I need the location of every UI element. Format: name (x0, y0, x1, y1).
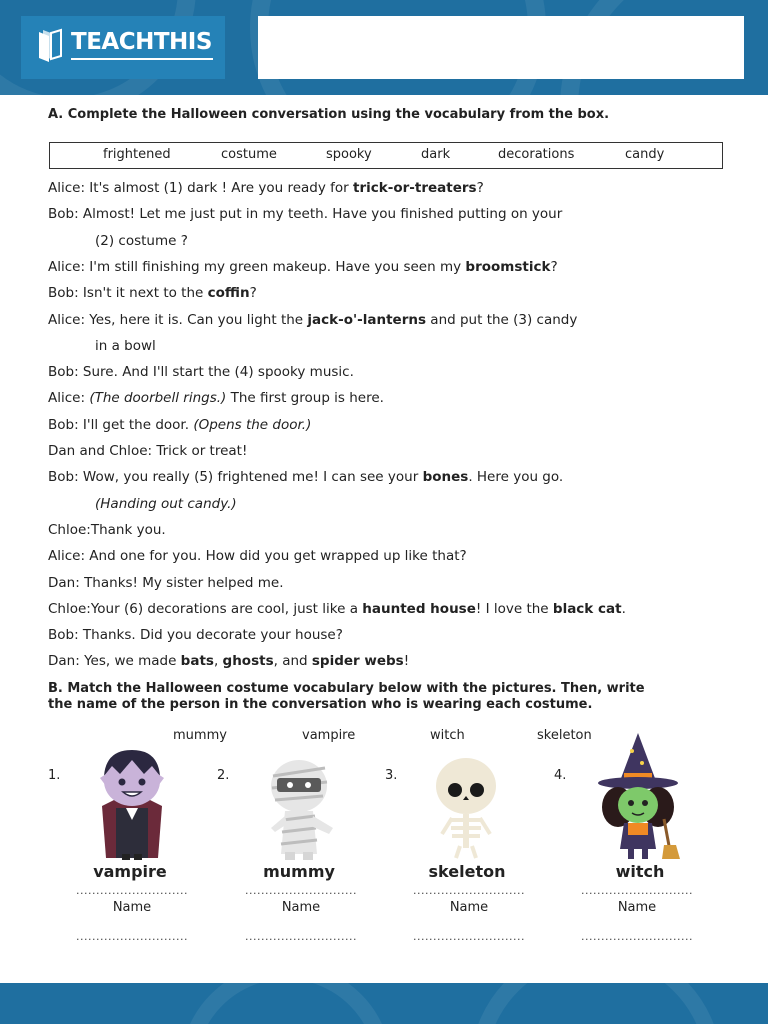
conversation-line (48, 390, 384, 406)
conversation-line (95, 496, 237, 512)
costume-word: vampire (302, 728, 356, 743)
section-a-heading: A. Complete the Halloween conversation using the vocabulary from the box. (48, 107, 610, 122)
conversation-line (48, 443, 247, 459)
conversation-line (48, 548, 467, 564)
dialogue-text: Alice: (48, 390, 90, 407)
conversation-line (48, 364, 354, 380)
stage-direction: (The doorbell rings.) (89, 390, 227, 407)
dialogue-text: Dan and Chloe: Trick or treat! (48, 443, 248, 459)
dialogue-text: Alice: I'm still finishing my green makeup. Have you seen my (48, 258, 466, 275)
stage-direction: (Handing out candy.) (95, 495, 237, 512)
conversation-line (48, 417, 311, 433)
bold-vocab-term: haunted house (362, 600, 476, 617)
skeleton-illustration (430, 736, 502, 861)
vocab-word: decorations (498, 147, 575, 162)
mummy-illustration (263, 736, 339, 861)
answer-line: ............................ (413, 884, 525, 897)
item-number: 1. (48, 768, 61, 783)
answer-word: vampire (93, 862, 167, 881)
logo-text: TEACHTHIS (71, 29, 212, 55)
dialogue-text: ! (403, 653, 410, 670)
conversation-line (48, 285, 257, 301)
section-b-heading (48, 681, 645, 713)
dialogue-text: Alice: And one for you. How did you get wrapped up like that? (48, 548, 467, 565)
costume-word: mummy (173, 728, 227, 743)
dialogue-text: in a bowl (95, 337, 156, 354)
vocab-word: dark (421, 147, 451, 162)
bold-vocab-term: broomstick (465, 258, 551, 275)
dialogue-text: ? (550, 258, 558, 275)
dialogue-text: Alice: It's almost (1) dark ! Are you ready for (48, 180, 354, 196)
costume-word: skeleton (537, 728, 592, 743)
item-number: 4. (554, 768, 567, 783)
costume-word: witch (430, 728, 465, 743)
dialogue-text: ! I love the (475, 600, 553, 617)
name-answer-line[interactable]: ............................ (245, 930, 357, 943)
answer-word: mummy (263, 862, 335, 881)
dialogue-text: , (213, 653, 223, 670)
item-number: 3. (385, 768, 398, 783)
dialogue-text: Bob: Wow, you really (5) frightened me! I can see your (48, 469, 423, 486)
dialogue-text: Alice: Yes, here it is. Can you light the (48, 311, 308, 328)
conversation-line (48, 522, 166, 538)
witch-illustration (594, 733, 684, 861)
dialogue-text: ? (249, 285, 257, 302)
dialogue-text: Bob: Isn't it next to the (48, 285, 208, 302)
dialogue-text: , and (273, 653, 312, 670)
name-entry-box (258, 16, 744, 79)
conversation-line (95, 338, 156, 354)
name-label: Name (112, 900, 152, 915)
conversation-line (48, 601, 626, 617)
answer-line: ............................ (245, 884, 357, 897)
answer-word: witch (615, 862, 665, 881)
dialogue-text: ? (476, 180, 484, 196)
dialogue-text: and put the (3) candy (426, 311, 578, 328)
logo-underline (71, 58, 213, 60)
conversation-line (48, 259, 558, 275)
vampire-illustration (92, 736, 172, 861)
book-icon (35, 28, 65, 64)
vocab-word: costume (221, 147, 277, 162)
bold-vocab-term: spider webs (311, 653, 404, 670)
name-label: Name (617, 900, 657, 915)
bold-vocab-term: coffin (207, 285, 250, 302)
dialogue-text: Chloe:Your (6) decorations are cool, just like a (48, 600, 363, 617)
conversation-line (48, 206, 562, 222)
vocab-word: candy (625, 147, 665, 162)
bold-vocab-term: black cat (552, 600, 622, 617)
conversation-line (48, 575, 284, 591)
name-answer-line[interactable]: ............................ (76, 930, 188, 943)
answer-word: skeleton (428, 862, 506, 881)
name-label: Name (281, 900, 321, 915)
dialogue-text: Dan: Thanks! My sister helped me. (48, 574, 284, 591)
dialogue-text: (2) costume ? (95, 232, 188, 249)
dialogue-text: Chloe:Thank you. (48, 521, 166, 538)
vocabulary-box (49, 142, 723, 169)
name-label: Name (449, 900, 489, 915)
dialogue-text: Bob: I'll get the door. (48, 416, 194, 433)
stage-direction: (Opens the door.) (193, 416, 312, 433)
conversation-line (48, 653, 409, 669)
vocab-word: spooky (326, 147, 372, 162)
name-answer-line[interactable]: ............................ (581, 930, 693, 943)
teachthis-logo[interactable] (21, 16, 225, 79)
dialogue-text: Bob: Thanks. Did you decorate your house? (48, 627, 343, 644)
name-answer-line[interactable]: ............................ (413, 930, 525, 943)
page-header (0, 0, 768, 95)
dialogue-text: Bob: Sure. And I'll start the (4) spooky music. (48, 364, 354, 381)
answer-line: ............................ (581, 884, 693, 897)
answer-line: ............................ (76, 884, 188, 897)
dialogue-text: . Here you go. (468, 469, 564, 486)
conversation-line (95, 233, 188, 249)
section-b-heading-line: the name of the person in the conversation who is wearing each costume. (48, 697, 593, 712)
bold-vocab-term: jack-o'-lanterns (307, 311, 426, 328)
conversation-line (48, 312, 577, 328)
bold-vocab-term: ghosts (222, 653, 274, 670)
bold-vocab-term: bones (422, 469, 469, 486)
section-b-heading-line: B. Match the Halloween costume vocabulary below with the pictures. Then, write (48, 681, 645, 696)
dialogue-text: The first group is here. (226, 390, 384, 407)
item-number: 2. (217, 768, 230, 783)
dialogue-text: Bob: Almost! Let me just put in my teeth. Have you finished putting on your (48, 206, 563, 223)
conversation-line (48, 180, 484, 196)
page-footer (0, 983, 768, 1024)
dialogue-text: . (621, 600, 626, 617)
bold-vocab-term: bats (180, 653, 214, 670)
conversation-line (48, 627, 343, 643)
bold-vocab-term: trick-or-treaters (353, 180, 477, 196)
conversation-line (48, 469, 563, 485)
vocab-word: frightened (103, 147, 171, 162)
dialogue-text: Dan: Yes, we made (48, 653, 181, 670)
